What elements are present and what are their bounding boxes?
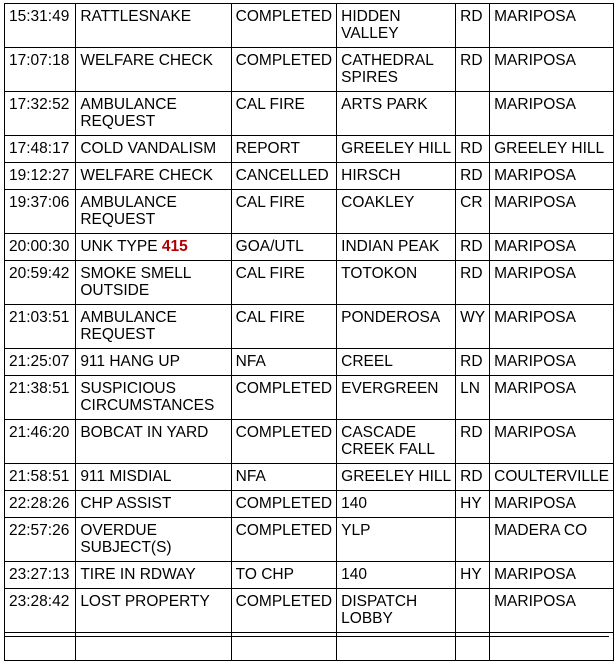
cell-disposition-text: CAL FIRE <box>235 309 305 326</box>
cell-street <box>337 518 456 562</box>
cell-street-suffix-text: HY <box>460 566 482 583</box>
cell-city <box>490 48 614 92</box>
cell-street-line: EVERGREEN <box>341 380 439 397</box>
cell-disposition-text: NFA <box>235 468 266 485</box>
cell-city-text: MARIPOSA <box>494 52 576 69</box>
cell-call-type-line: SUSPICIOUS <box>80 380 176 397</box>
cell-call-type <box>76 589 231 633</box>
table-row <box>5 4 614 48</box>
cell-call-type <box>76 349 231 376</box>
cell-time <box>5 464 76 491</box>
cell-street-suffix-text: RD <box>460 265 483 282</box>
cell-call-type-line: COLD VANDALISM <box>80 140 217 157</box>
cell-call-type <box>76 234 231 261</box>
cell-city <box>490 92 614 136</box>
call-type-code: 415 <box>161 238 188 255</box>
cell-disposition-text: COMPLETED <box>235 593 333 610</box>
cell-street-suffix <box>456 190 490 234</box>
cell-street-suffix <box>456 376 490 420</box>
cell-call-type-line: AMBULANCE <box>80 309 177 326</box>
cell-street <box>337 92 456 136</box>
cell-disposition-text: COMPLETED <box>235 522 333 539</box>
cell-disposition-text: COMPLETED <box>235 495 333 512</box>
cell-call-type <box>76 491 231 518</box>
cell-disposition-text: CAL FIRE <box>235 194 305 211</box>
cell-disposition-text: CANCELLED <box>235 167 329 184</box>
cell-time <box>5 136 76 163</box>
cell-time-text: 22:57:26 <box>9 522 70 539</box>
table-row <box>5 190 614 234</box>
cell-disposition <box>231 464 336 491</box>
cell-city-text: MARIPOSA <box>494 353 576 370</box>
cell-time-text: 17:07:18 <box>9 52 70 69</box>
cell-street-suffix <box>456 589 490 633</box>
cell-disposition <box>231 376 336 420</box>
cell-street <box>337 48 456 92</box>
cell-disposition <box>231 136 336 163</box>
cell-disposition <box>231 589 336 633</box>
cell-call-type-line: 911 HANG UP <box>80 353 180 370</box>
cell-street <box>337 4 456 48</box>
cell-disposition <box>231 349 336 376</box>
cell-street <box>337 589 456 633</box>
cell-call-type-line: AMBULANCE <box>80 194 177 211</box>
cell-street-suffix-text: RD <box>460 167 483 184</box>
cell-disposition-text: COMPLETED <box>235 8 333 25</box>
cell-city-text: MARIPOSA <box>494 167 576 184</box>
cell-city-text: MARIPOSA <box>494 309 576 326</box>
cell-street-suffix <box>456 518 490 562</box>
cell-street-suffix <box>456 136 490 163</box>
cell-time <box>5 92 76 136</box>
table-row <box>5 92 614 136</box>
cell-call-type <box>76 163 231 190</box>
cell-time <box>5 234 76 261</box>
cell-city <box>490 261 614 305</box>
cell-street-suffix <box>456 464 490 491</box>
cell-disposition-text: NFA <box>235 353 266 370</box>
cell-time-text: 21:38:51 <box>9 380 70 397</box>
cell-street <box>337 491 456 518</box>
cell-city <box>490 589 614 633</box>
cell-disposition-text: COMPLETED <box>235 424 333 441</box>
cell-street-suffix-text: RD <box>460 140 483 157</box>
cell-time-text: 20:59:42 <box>9 265 70 282</box>
cell-disposition <box>231 234 336 261</box>
cell-street-line: PONDEROSA <box>341 309 441 326</box>
cell-street-line: GREELEY HILL <box>341 468 452 485</box>
cell-street-suffix-text: RD <box>460 52 483 69</box>
cell-disposition <box>231 48 336 92</box>
cell-city-text: MARIPOSA <box>494 495 576 512</box>
cell-time <box>5 163 76 190</box>
incident-log-body <box>5 4 614 661</box>
cell-call-type <box>76 420 231 464</box>
cell-call-type <box>76 190 231 234</box>
cell-street <box>337 190 456 234</box>
cell-disposition-text: CAL FIRE <box>235 96 305 113</box>
cell-time-text: 21:25:07 <box>9 353 70 370</box>
cell-street <box>337 136 456 163</box>
cell-call-type-line: SUBJECT(S) <box>80 539 172 556</box>
cell-time <box>5 4 76 48</box>
cell-city <box>490 163 614 190</box>
cell-call-type-line: 911 MISDIAL <box>80 468 172 485</box>
cell-street-line: CATHEDRAL <box>341 52 434 69</box>
cell-city <box>490 420 614 464</box>
cell-time <box>5 562 76 589</box>
cell-city-text: MARIPOSA <box>494 8 576 25</box>
cell-call-type <box>76 518 231 562</box>
cell-street-line: GREELEY HILL <box>341 140 452 157</box>
cell-disposition-text: GOA/UTL <box>235 238 304 255</box>
cell-city-text: MARIPOSA <box>494 593 576 610</box>
cell-time <box>5 518 76 562</box>
cell-call-type-line: REQUEST <box>80 211 156 228</box>
cell-street-suffix-text: RD <box>460 468 483 485</box>
cell-street-suffix <box>456 349 490 376</box>
cell-street-line: ARTS PARK <box>341 96 428 113</box>
cell-time <box>5 190 76 234</box>
cell-street-line: LOBBY <box>341 610 393 627</box>
cell-street-line: COAKLEY <box>341 194 415 211</box>
cell-disposition <box>231 420 336 464</box>
cell-street-suffix-text: HY <box>460 495 482 512</box>
cell-street-line: VALLEY <box>341 25 399 42</box>
cell-city-text: MARIPOSA <box>494 566 576 583</box>
cell-street-suffix <box>456 163 490 190</box>
cell-call-type-line: CHP ASSIST <box>80 495 172 512</box>
cell-street <box>337 562 456 589</box>
cell-city <box>490 136 614 163</box>
cell-city-text: MADERA CO <box>494 522 588 539</box>
cell-time <box>5 261 76 305</box>
table-bottom-edge <box>4 636 5 642</box>
cell-call-type-line: OUTSIDE <box>80 282 150 299</box>
cell-city-text: MARIPOSA <box>494 96 576 113</box>
cell-street-line: SPIRES <box>341 69 398 86</box>
cell-street <box>337 163 456 190</box>
cell-call-type <box>76 136 231 163</box>
cell-street-suffix <box>456 48 490 92</box>
cell-call-type <box>76 376 231 420</box>
cell-call-type <box>76 562 231 589</box>
cell-time-text: 17:32:52 <box>9 96 70 113</box>
cell-call-type <box>76 261 231 305</box>
cell-time-text: 21:03:51 <box>9 309 70 326</box>
cell-call-type <box>76 305 231 349</box>
cell-call-type-line: OVERDUE <box>80 522 157 539</box>
cell-street-suffix-text: LN <box>460 380 480 397</box>
cell-street-suffix <box>456 4 490 48</box>
cell-street-line: INDIAN PEAK <box>341 238 440 255</box>
table-row <box>5 305 614 349</box>
cell-street-suffix <box>456 261 490 305</box>
cell-call-type-line: RATTLESNAKE <box>80 8 192 25</box>
cell-disposition <box>231 92 336 136</box>
table-row <box>5 48 614 92</box>
cell-street-line: HIDDEN <box>341 8 401 25</box>
cell-time <box>5 420 76 464</box>
cell-disposition <box>231 562 336 589</box>
cell-disposition <box>231 305 336 349</box>
table-row <box>5 518 614 562</box>
cell-street-suffix <box>456 491 490 518</box>
cell-street-suffix <box>456 562 490 589</box>
cell-disposition-text: COMPLETED <box>235 380 333 397</box>
table-row <box>5 163 614 190</box>
cell-street-line: 140 <box>341 566 368 583</box>
cell-city-text: MARIPOSA <box>494 194 576 211</box>
cell-call-type <box>76 48 231 92</box>
cell-city <box>490 376 614 420</box>
incident-log-table <box>4 3 614 661</box>
cell-time <box>5 349 76 376</box>
cell-street-line: CASCADE <box>341 424 417 441</box>
table-row <box>5 491 614 518</box>
cell-street-line: CREEL <box>341 353 393 370</box>
cell-time-text: 21:46:20 <box>9 424 70 441</box>
table-row <box>5 376 614 420</box>
cell-call-type <box>76 4 231 48</box>
cell-call-type-line: AMBULANCE <box>80 96 177 113</box>
cell-street-line: HIRSCH <box>341 167 401 184</box>
cell-call-type-line: REQUEST <box>80 113 156 130</box>
cell-disposition <box>231 190 336 234</box>
cell-time <box>5 376 76 420</box>
cell-disposition <box>231 261 336 305</box>
cell-call-type-line: SMOKE SMELL <box>80 265 192 282</box>
cell-street <box>337 234 456 261</box>
cell-city <box>490 305 614 349</box>
cell-call-type-line: TIRE IN RDWAY <box>80 566 196 583</box>
table-row <box>5 464 614 491</box>
cell-street-suffix <box>456 420 490 464</box>
cell-street <box>337 420 456 464</box>
cell-street-suffix <box>456 92 490 136</box>
table-row <box>5 261 614 305</box>
cell-city <box>490 4 614 48</box>
cell-street-suffix-text: CR <box>460 194 483 211</box>
table-row <box>5 234 614 261</box>
cell-street-suffix-text: RD <box>460 238 483 255</box>
cell-disposition <box>231 163 336 190</box>
cell-city <box>490 464 614 491</box>
cell-street-suffix-text: RD <box>460 353 483 370</box>
cell-disposition <box>231 491 336 518</box>
cell-street-suffix-text: RD <box>460 8 483 25</box>
cell-street <box>337 464 456 491</box>
cell-street-suffix <box>456 234 490 261</box>
table-row <box>5 589 614 633</box>
cell-time-text: 20:00:30 <box>9 238 70 255</box>
cell-time-text: 23:27:13 <box>9 566 70 583</box>
cell-disposition-text: COMPLETED <box>235 52 333 69</box>
cell-street-suffix <box>456 305 490 349</box>
cell-call-type-line: UNK TYPE <box>80 238 162 255</box>
cell-time <box>5 305 76 349</box>
cell-city <box>490 349 614 376</box>
cell-street <box>337 261 456 305</box>
table-bottom-border <box>4 636 609 637</box>
cell-city <box>490 190 614 234</box>
cell-time-text: 21:58:51 <box>9 468 70 485</box>
cell-time-text: 15:31:49 <box>9 8 70 25</box>
cell-call-type <box>76 92 231 136</box>
cell-street-line: 140 <box>341 495 368 512</box>
cell-city-text: MARIPOSA <box>494 238 576 255</box>
cell-call-type <box>76 464 231 491</box>
cell-street <box>337 305 456 349</box>
table-row <box>5 562 614 589</box>
cell-street <box>337 376 456 420</box>
cell-street-line: DISPATCH <box>341 593 418 610</box>
cell-disposition <box>231 518 336 562</box>
cell-city-text: MARIPOSA <box>494 265 576 282</box>
cell-time-text: 19:12:27 <box>9 167 70 184</box>
cell-city-text: GREELEY HILL <box>494 140 605 157</box>
cell-call-type-line: BOBCAT IN YARD <box>80 424 209 441</box>
cell-time <box>5 491 76 518</box>
cell-time-text: 23:28:42 <box>9 593 70 610</box>
cell-city <box>490 518 614 562</box>
cell-time <box>5 589 76 633</box>
cell-street <box>337 349 456 376</box>
cell-city <box>490 491 614 518</box>
cell-call-type-line: CIRCUMSTANCES <box>80 397 215 414</box>
cell-time-text: 19:37:06 <box>9 194 70 211</box>
cell-street-suffix-text: RD <box>460 424 483 441</box>
cell-call-type-line: WELFARE CHECK <box>80 167 213 184</box>
cell-call-type-line: WELFARE CHECK <box>80 52 213 69</box>
cell-time <box>5 48 76 92</box>
cell-time-text: 17:48:17 <box>9 140 70 157</box>
cell-city-text: COULTERVILLE <box>494 468 609 485</box>
cell-city <box>490 234 614 261</box>
cell-city <box>490 562 614 589</box>
table-row <box>5 420 614 464</box>
cell-disposition <box>231 4 336 48</box>
cell-disposition-text: REPORT <box>235 140 300 157</box>
cell-disposition-text: TO CHP <box>235 566 294 583</box>
cell-disposition-text: CAL FIRE <box>235 265 305 282</box>
cell-street-line: TOTOKON <box>341 265 418 282</box>
table-row <box>5 349 614 376</box>
cell-city-text: MARIPOSA <box>494 424 576 441</box>
cell-street-line: CREEK FALL <box>341 441 436 458</box>
cell-call-type-line: LOST PROPERTY <box>80 593 210 610</box>
cell-time-text: 22:28:26 <box>9 495 70 512</box>
cell-street-line: YLP <box>341 522 371 539</box>
table-row <box>5 136 614 163</box>
cell-call-type-line: REQUEST <box>80 326 156 343</box>
cell-street-suffix-text: WY <box>460 309 486 326</box>
cell-city-text: MARIPOSA <box>494 380 576 397</box>
